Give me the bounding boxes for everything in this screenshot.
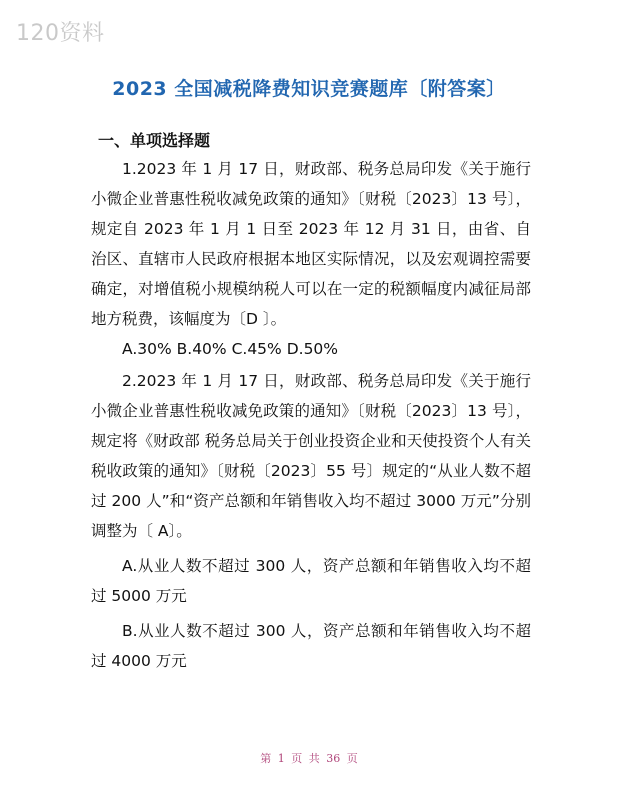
question-2: 2.2023 年 1 月 17 日，财政部、税务总局印发《关于施行小微企业普惠性税收减免政策的通知》〔财税〔2023〕13 号〕，规定将《财政部 税务总局关于创业投资企业和天使投资个人有关税收政策的通知》〔财税〔2023〕55 号〕规定的“从业人数不超过 200 人”和“资产总额和年销售收入均不超过 3000 万元”分别调整为〔 A〕。 [91,372,531,540]
question-1-options: A.30% B.40% C.45% D.50% [122,340,339,358]
question-2-option-b: B.从业人数不超过 300 人，资产总额和年销售收入均不超过 4000 万元 [91,622,531,670]
document-title: 2023 全国减税降费知识竞赛题库〔附答案〕 [112,78,506,100]
page-number: 第 1 页 共 36 页 [260,752,358,765]
document-body [91,154,531,676]
section-heading: 一、单项选择题 [98,131,211,150]
watermark: 120资料 [16,21,105,46]
question-2-option-a: A.从业人数不超过 300 人，资产总额和年销售收入均不超过 5000 万元 [91,557,531,605]
question-1: 1.2023 年 1 月 17 日，财政部、税务总局印发《关于施行小微企业普惠性税收减免政策的通知》〔财税〔2023〕13 号〕，规定自 2023 年 1 月 1 日至 2023 年 12 月 31 日，由省、自治区、直辖市人民政府根据本地区实际情况，以及宏观调控需要确定，对增值税小规模纳税人可以在一定的税额幅度内减征局部地方税费，该幅度为〔D 〕。 [91,160,531,328]
